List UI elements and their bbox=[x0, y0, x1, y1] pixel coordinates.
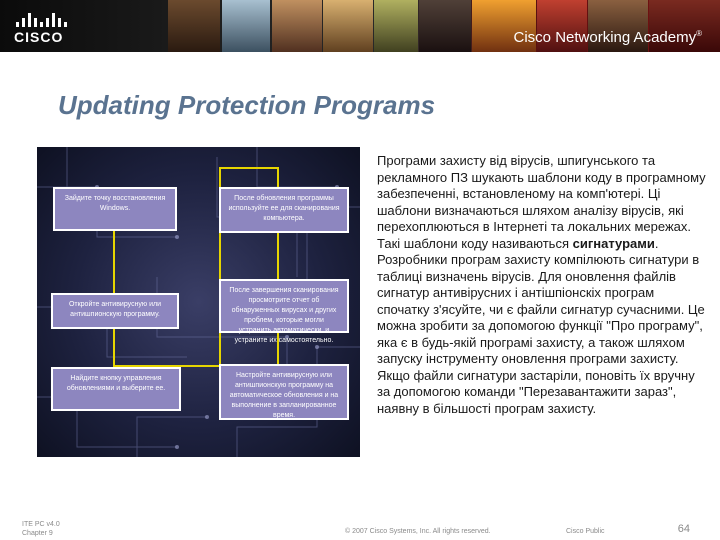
diagram-step-5: Найдите кнопку управления обновлениями и выберите ее. bbox=[51, 367, 181, 411]
flow-line-2d bbox=[219, 167, 279, 169]
cisco-bridge-icon bbox=[16, 11, 67, 27]
chapter-label: Chapter 9 bbox=[22, 530, 53, 537]
signatures-term: сигнатурами bbox=[572, 235, 655, 251]
header-banner bbox=[0, 0, 720, 52]
header-photo-3 bbox=[272, 0, 322, 52]
copyright-notice: © 2007 Cisco Systems, Inc. All rights reserved. bbox=[345, 528, 491, 535]
diagram-step-2: После обновления программы используйте ее для сканирования компьютера. bbox=[219, 187, 349, 233]
header-photo-4 bbox=[323, 0, 373, 52]
page-number: 64 bbox=[677, 523, 690, 535]
academy-name: Cisco Networking Academy bbox=[513, 29, 697, 46]
flow-line-2a bbox=[113, 329, 115, 366]
classification-label: Cisco Public bbox=[566, 528, 605, 535]
header-photo-1 bbox=[168, 0, 220, 52]
update-steps-diagram bbox=[37, 147, 360, 457]
flow-line-3b bbox=[277, 233, 279, 279]
course-version: ITE PC v4.0 bbox=[22, 521, 60, 528]
registered-mark: ® bbox=[696, 29, 702, 38]
header-photo-2 bbox=[222, 0, 270, 52]
academy-brand bbox=[514, 29, 702, 46]
diagram-step-1: Зайдите точку восстановления Windows. bbox=[53, 187, 177, 231]
cisco-logo bbox=[14, 11, 67, 45]
diagram-step-6: Настройте антивирусную или антишпионскую программу на автоматическое обновления и на выполнение в запланированное время. bbox=[219, 364, 349, 420]
cisco-logo-text: CISCO bbox=[14, 29, 64, 45]
course-info bbox=[22, 520, 60, 538]
diagram-step-3: Откройте антивирусную или антишпионскую программу. bbox=[51, 293, 179, 329]
slide-body-text bbox=[377, 153, 707, 417]
flow-line-3a bbox=[277, 167, 279, 187]
slide-title: Updating Protection Programs bbox=[58, 90, 436, 120]
header-photo-6 bbox=[419, 0, 471, 52]
diagram-step-4: После завершения сканирования просмотрите отчет об обнаруженных вирусах и других проблем, которые могли устранить автоматически, и устраните их самостоятельно. bbox=[219, 279, 349, 333]
body-text-part-1: Програми захисту від вірусів, шпигунського та рекламного ПЗ шукають шаблони коду в програмному забезпеченні, встановленому на комп'ютері. Ці шаблони визначаються шляхом аналізу вірусів, які перехоплюються в Інтернеті та локальних мережах. Такі шаблони коду називаються bbox=[377, 153, 706, 251]
flow-line-1a bbox=[113, 220, 115, 294]
body-text-part-2: . Розробники програм захисту компілюють сигнатури в таблиці визначень вірусів. Для оновлення файлів сигнатур антивірусних і антішпіонскіх програм спочатку з'ясуйте, чи є файли сигнатур сучасними. Це можна зробити за допомогою функції "Про програму", яка є в будь-якій програмі захисту, а також шляхом запуску інструменту оновлення програми захисту. Якщо файли сигнатури застаріли, поновіть їх вручну за допомогою команди "Перезавантажити зараз", наявну в більшості програм захисту. bbox=[377, 235, 705, 416]
header-photo-5 bbox=[374, 0, 418, 52]
